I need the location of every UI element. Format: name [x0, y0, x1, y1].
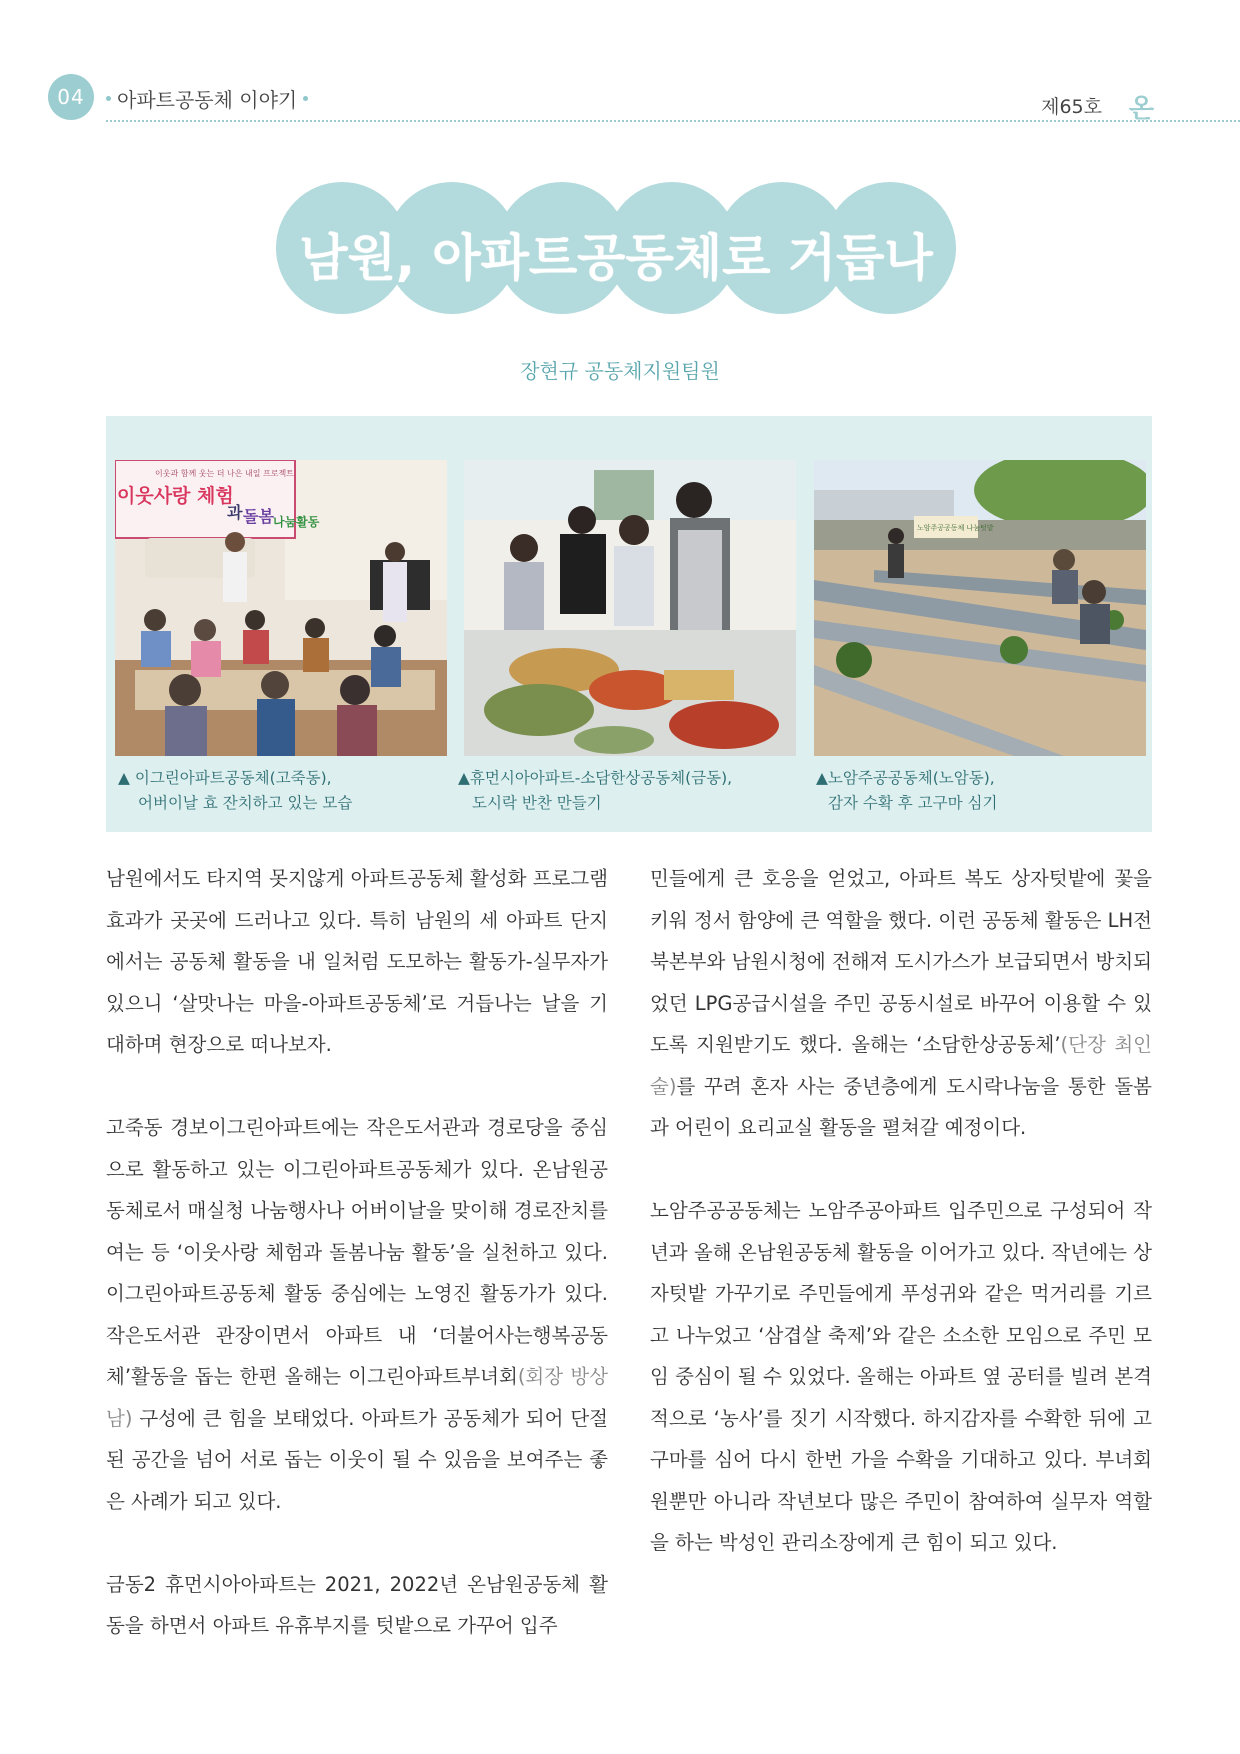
article-paragraph [650, 858, 1152, 1149]
caption-line: 감자 수확 후 고구마 심기 [828, 794, 998, 812]
banner-top-text: 이웃과 함께 웃는 더 나은 내일 프로젝트 [155, 469, 294, 478]
paragraph-note: (회장 방상남) [106, 1365, 609, 1430]
photo-caption-3 [816, 766, 997, 816]
photo-elderly-party [115, 460, 447, 756]
caption-line: ▲ 이그린아파트공동체(고죽동), [118, 769, 332, 787]
bullet-dot-icon [303, 96, 308, 101]
header-divider [106, 120, 1240, 122]
article-paragraph: 금동2 휴먼시아아파트는 2021, 2022년 온남원공동체 활동을 하면서 아파트 유휴부지를 텃밭으로 가꾸어 입주 [106, 1572, 608, 1637]
caption-line: 도시락 반찬 만들기 [472, 794, 602, 812]
bullet-dot-icon [106, 96, 111, 101]
article-right-column [650, 858, 1152, 1564]
article-left-column [106, 858, 608, 1647]
photo-side-dish-cooking [464, 460, 796, 756]
caption-line: ▲노암주공공동체(노암동), [816, 769, 995, 787]
issue-number: 제65호 [1041, 96, 1102, 118]
caption-line: ▲휴먼시아아파트-소담한상공동체(금동), [458, 769, 733, 787]
title-block [276, 182, 956, 359]
caption-line: 어버이날 효 잔치하고 있는 모습 [138, 794, 353, 812]
field-banner-text: 노암주공공동체 나눔텃밭 [917, 524, 994, 532]
author-byline: 장현규 공동체지원팀원 [520, 359, 720, 383]
banner-main-text-2: 과 [227, 503, 243, 522]
banner-main-text-4: 나눔활동 [273, 515, 320, 529]
banner-main-text-3: 돌봄 [243, 507, 274, 526]
photo-caption-2 [458, 766, 732, 816]
photo-caption-1 [118, 766, 352, 816]
paragraph-text: 고죽동 경보이그린아파트에는 작은도서관과 경로당을 중심으로 활동하고 있는 이그린아파트공동체가 있다. 온남원공동체로서 매실청 나눔행사나 어버이날을 맞이해 경로잔치를 여는 등 ‘이웃사랑 체험과 돌봄나눔 활동’을 실천하고 있다. 이그린아파트공동체 활동 중심에는 노영진 활동가가 있다. 작은도서관 관장이면서 아파트 내 ‘더불어사는행복공동체’활동을 돕는 한편 올해는 이그린아파트부녀회 [106, 1116, 608, 1388]
paragraph-text: 구성에 큰 힘을 보태었다. 아파트가 공동체가 되어 단절된 공간을 넘어 서로 돕는 이웃이 될 수 있음을 보여주는 좋은 사례가 되고 있다. [106, 1406, 608, 1513]
magazine-logo: 온 [1128, 94, 1154, 124]
paragraph-text: 를 꾸려 혼자 사는 중년층에게 도시락나눔을 통한 돌봄과 어린이 요리교실 활동을 펼쳐갈 예정이다. [650, 1074, 1152, 1139]
page-title: 남원, 아파트공동체로 거듭나다 [299, 229, 933, 359]
photo-sweet-potato-planting [814, 460, 1146, 756]
article-paragraph: 남원에서도 타지역 못지않게 아파트공동체 활성화 프로그램 효과가 곳곳에 드러나고 있다. 특히 남원의 세 아파트 단지에서는 공동체 활동을 내 일처럼 도모하는 활동가-실무자가 있으니 ‘살맛나는 마을-아파트공동체’로 거듭나는 날을 기대하며 현장으로 떠나보자. [106, 867, 608, 1056]
paragraph-text: 민들에게 큰 호응을 얻었고, 아파트 복도 상자텃밭에 꽃을 키워 정서 함양에 큰 역할을 했다. 이런 공동체 활동은 LH전북본부와 남원시청에 전해져 도시가스가 보급되면서 방치되었던 LPG공급시설을 주민 공동시설로 바꾸어 이용할 수 있도록 지원받기도 했다. 올해는 ‘소담한상공동체’ [650, 867, 1152, 1056]
page-number-badge: 04 [48, 74, 94, 120]
article-paragraph [106, 1107, 608, 1522]
article-paragraph: 노암주공공동체는 노암주공아파트 입주민으로 구성되어 작년과 올해 온남원공동체 활동을 이어가고 있다. 작년에는 상자텃밭 가꾸기로 주민들에게 푸성귀와 같은 먹거리를 기르고 나누었고 ‘삼겹살 축제’와 같은 소소한 모임으로 주민 모임 중심이 될 수 있었다. 올해는 아파트 옆 공터를 빌려 본격적으로 ‘농사’를 짓기 시작했다. 하지감자를 수확한 뒤에 고구마를 심어 다시 한번 가을 수확을 기대하고 있다. 부녀회원뿐만 아니라 작년보다 많은 주민이 참여하여 실무자 역할을 하는 박성인 관리소장에게 큰 힘이 되고 있다. [650, 1199, 1152, 1554]
section-label [106, 84, 308, 113]
section-title: 아파트공동체 이야기 [117, 88, 298, 112]
photo-panel [106, 416, 1152, 832]
paragraph-note: (단장 최인술) [650, 1033, 1152, 1098]
banner-main-text-1: 이웃사랑 체험 [117, 485, 234, 507]
